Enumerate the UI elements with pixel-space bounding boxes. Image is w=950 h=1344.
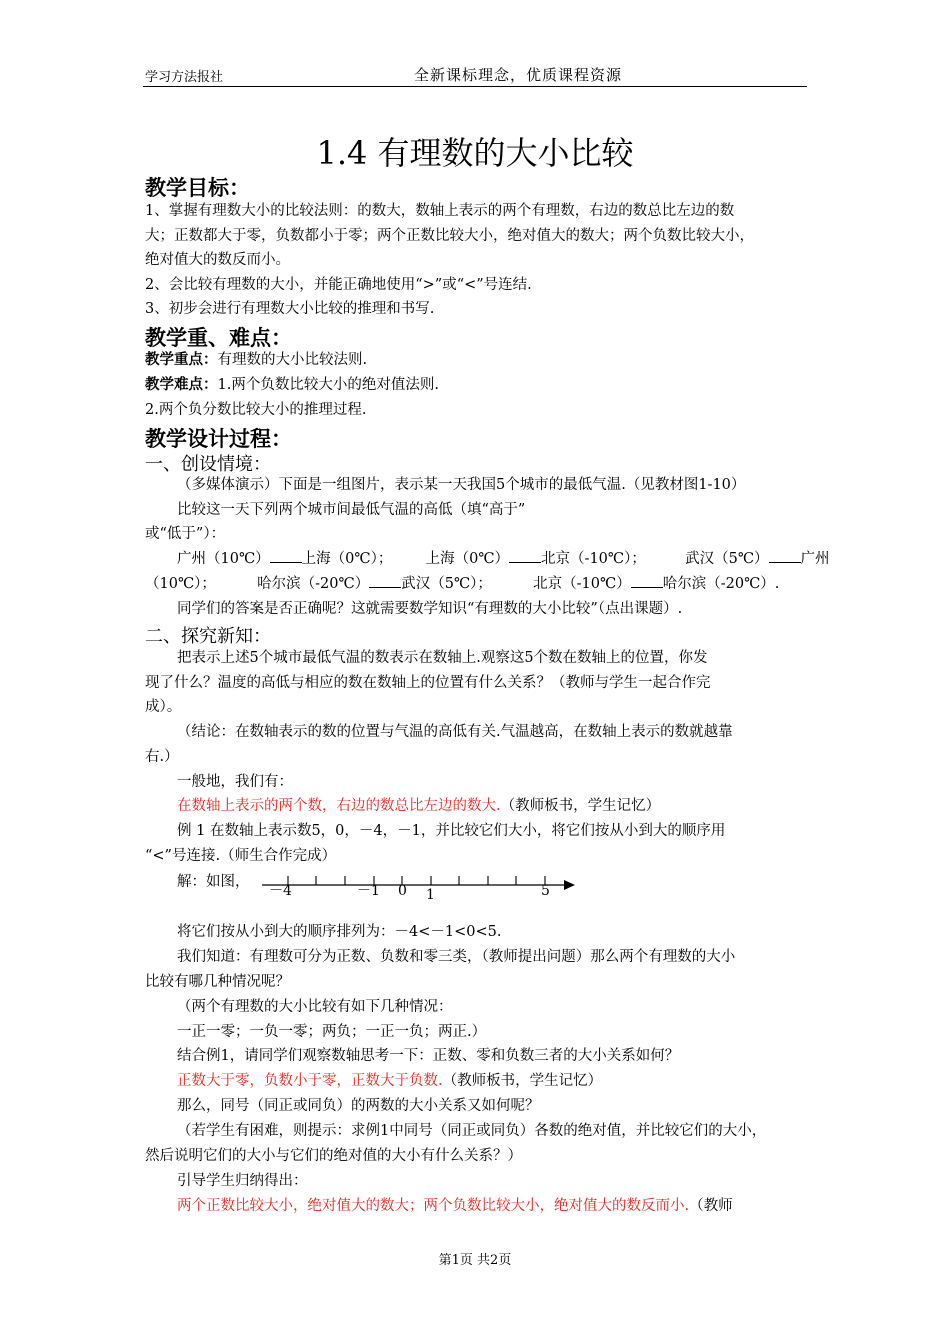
tick-label-zero: 0 [398, 883, 407, 899]
city-beijing: 北京（-10℃）； [541, 551, 646, 567]
tick-label-five: 5 [541, 883, 550, 899]
scenario-line-3: 或“低于”）： [145, 526, 226, 542]
guide-line: 引导学生归纳得出： [177, 1173, 308, 1189]
city-wuhan-2: 武汉（5℃）； [401, 576, 492, 592]
number-line-arrow [564, 880, 575, 890]
heading-key-points: 教学重、难点： [145, 326, 292, 350]
city-shanghai: 上海（0℃）； [301, 551, 393, 567]
subheading-explore: 二、探究新知： [145, 626, 271, 647]
hint-line-1: （若学生有困难，则提示：求例1中同号（同正或同负）各数的绝对值，并比较它们的大小， [177, 1123, 767, 1139]
heading-design-process: 教学设计过程： [145, 427, 292, 451]
rule-2-note: （教师板书，学生记忆） [442, 1073, 603, 1089]
think-line: 结合例1，请同学们观察数轴思考一下：正数、零和负数三者的大小关系如何？ [177, 1048, 680, 1064]
objective-line-3: 绝对值大的数反而小。 [145, 252, 290, 268]
difficulty-line-2: 2.两个负分数比较大小的推理过程. [145, 402, 367, 418]
difficulty-label: 教学难点： [145, 377, 218, 393]
know-line-2: 比较有哪几种情况呢？ [145, 974, 290, 990]
page-footer: 第1页 共2页 [438, 1253, 512, 1268]
heading-objectives: 教学目标： [145, 176, 250, 200]
tick-label-minus-4: －4 [269, 883, 292, 899]
city-beijing-2: 北京（-10℃） [533, 576, 631, 592]
objective-line-2: 大；正数都大于零，负数都小于零；两个正数比较大小，绝对值大的数大；两个负数比较大小， [145, 228, 754, 244]
cases-line-1: （两个有理数的大小比较有如下几种情况： [177, 999, 453, 1015]
hint-line-2: 然后说明它们的大小与它们的绝对值的大小有什么关系？） [145, 1148, 522, 1164]
city-guangzhou: 广州（10℃） [177, 551, 270, 567]
cases-line-2: 一正一零；一负一零；两负；一正一负；两正.） [177, 1024, 487, 1040]
explore-line-3: 成）。 [145, 699, 182, 715]
subheading-scenario: 一、创设情境： [145, 454, 271, 475]
rule-3-line [177, 1194, 733, 1219]
tick-label-minus-1: －1 [357, 883, 380, 899]
order-line: 将它们按从小到大的顺序排列为：－4<－1<0<5. [177, 924, 502, 940]
rule-3-note: （教师 [689, 1198, 733, 1214]
scenario-line-2: 比较这一天下列两个城市间最低气温的高低（填“高于” [177, 502, 526, 518]
key-point-text: 有理数的大小比较法则. [217, 352, 368, 368]
scenario-line-4: 同学们的答案是否正确呢？这就需要数学知识“有理数的大小比较”（点出课题）. [177, 601, 683, 617]
example-line-2: “<”号连接.（师生合作完成） [145, 848, 337, 864]
key-point-label: 教学重点： [145, 352, 218, 368]
objective-line-5: 3、初步会进行有理数大小比较的推理和书写. [145, 301, 435, 317]
objective-line-4: 2、会比较有理数的大小，并能正确地使用“>”或“<”号连结. [145, 277, 532, 293]
objective-line-1: 1、掌握有理数大小的比较法则：的数大，数轴上表示的两个有理数，右边的数总比左边的数 [145, 203, 735, 219]
explore-line-1: 把表示上述5个城市最低气温的数表示在数轴上.观察这5个数在数轴上的位置，你发 [177, 650, 708, 666]
temp-guangzhou: （10℃）； [145, 576, 216, 592]
rule-1: 在数轴上表示的两个数，右边的数总比左边的数大. [177, 798, 501, 814]
city-harbin: 哈尔滨（-20℃） [257, 576, 370, 592]
rule-2: 正数大于零，负数小于零，正数大于负数. [177, 1073, 443, 1089]
city-wuhan: 武汉（5℃） [685, 551, 769, 567]
scenario-line-1: （多媒体演示）下面是一组图片，表示某一天我国5个城市的最低气温.（见教材图1-10） [177, 477, 746, 493]
number-line-ticks [288, 876, 545, 885]
general-line: 一般地，我们有： [177, 774, 293, 790]
header-center: 全新课标理念，优质课程资源 [414, 66, 623, 84]
city-shanghai-2: 上海（0℃） [425, 551, 510, 567]
rule-3: 两个正数比较大小，绝对值大的数大；两个负数比较大小，绝对值大的数反而小. [177, 1198, 690, 1214]
explore-line-2: 现了什么？温度的高低与相应的数在数轴上的位置有什么关系？（教师与学生一起合作完 [145, 675, 711, 691]
tick-label-one: 1 [426, 887, 435, 903]
city-guangzhou-2: 广州 [800, 551, 830, 567]
conclusion-line-1: （结论：在数轴表示的数的位置与气温的高低有关.气温越高，在数轴上表示的数就越靠 [177, 724, 733, 740]
know-line-1: 我们知道：有理数可分为正数、负数和零三类，（教师提出问题）那么两个有理数的大小 [177, 949, 736, 965]
header-left: 学习方法报社 [145, 70, 224, 85]
example-line-1: 例 1 在数轴上表示数5，0，－4，－1，并比较它们大小，将它们按从小到大的顺序用 [177, 823, 726, 839]
conclusion-line-2: 右.） [145, 749, 179, 765]
city-harbin-2: 哈尔滨（-20℃）. [662, 576, 780, 592]
rule-2-line [177, 1069, 602, 1094]
page-title: 1.4 有理数的大小比较 [316, 134, 634, 172]
solution-label: 解：如图， [177, 874, 250, 890]
same-sign-line: 那么，同号（同正或同负）的两数的大小关系又如何呢？ [177, 1098, 540, 1114]
rule-1-note: （教师板书，学生记忆） [500, 798, 661, 814]
difficulty-text: 1.两个负数比较大小的绝对值法则. [217, 377, 439, 393]
